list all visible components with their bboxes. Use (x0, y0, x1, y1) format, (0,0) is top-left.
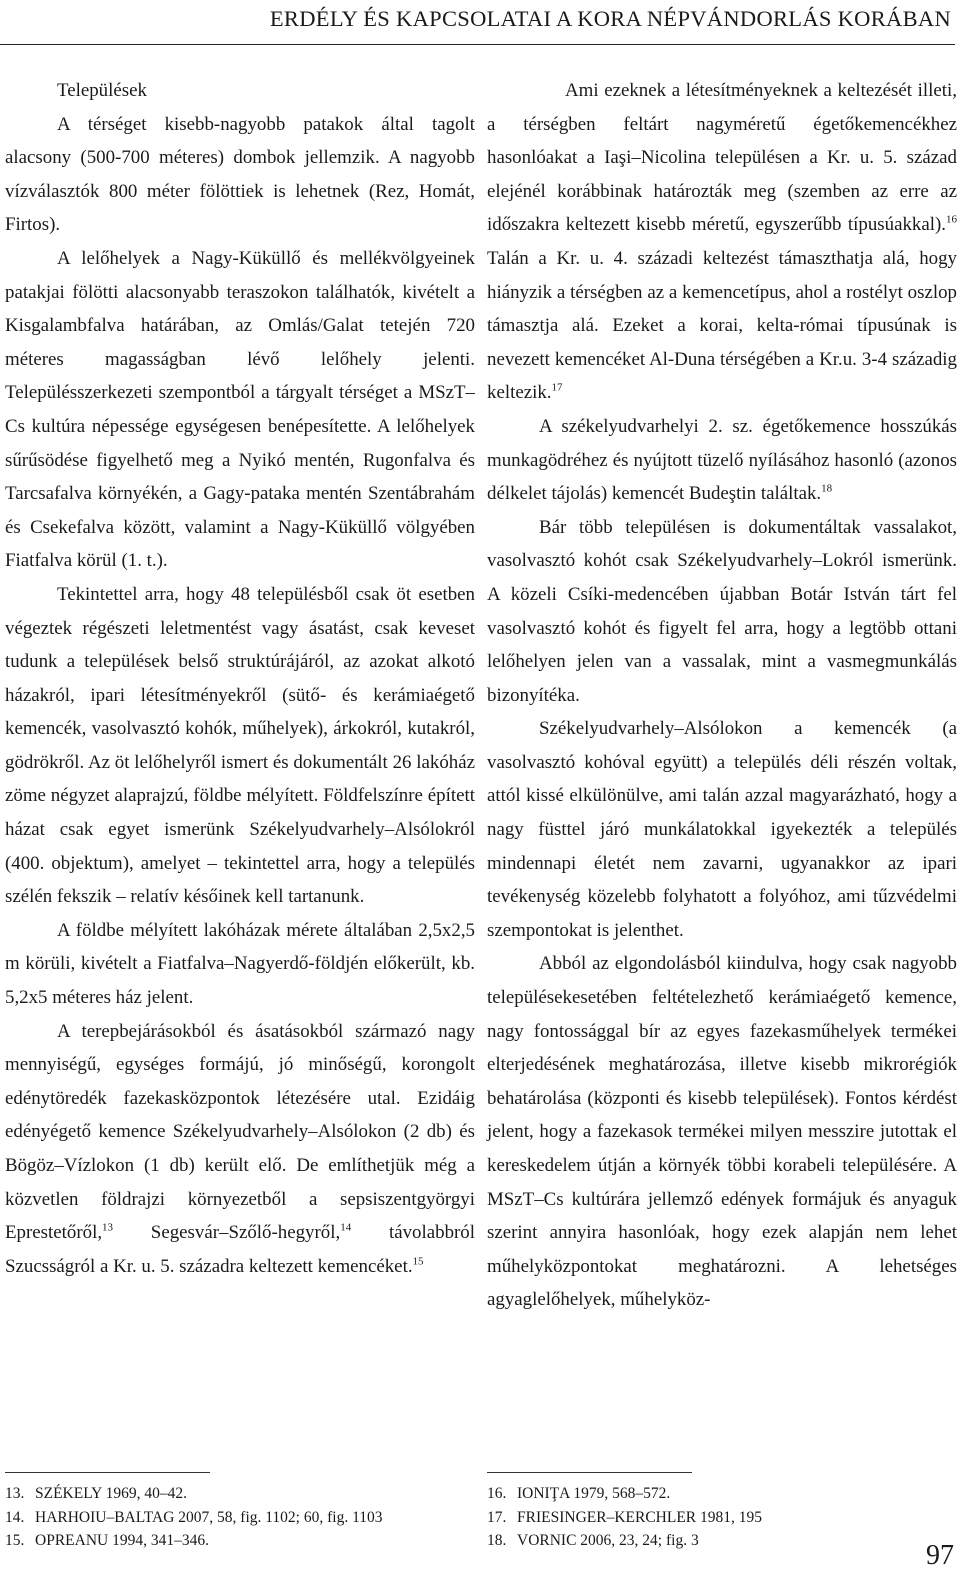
footnote-number: 17. (487, 1508, 507, 1526)
footnote (487, 1529, 762, 1553)
footnote-ref[interactable]: 15 (412, 1255, 424, 1268)
footnote (5, 1506, 383, 1530)
footnote (487, 1506, 762, 1530)
paragraph-text: Talán a Kr. u. 4. századi keltezést támaszthatja alá, hogy hiányzik a térségben az a kemencetípus, ahol a rostélyt oszlop támasztja alá. Ezeket a korai, kelta-római típusúnak is nevezett kemencéket Al-Duna térségében a Kr.u. 3-4 századig keltezik. (487, 247, 957, 404)
footnote-text: IONIŢA 1979, 568–572. (517, 1485, 671, 1502)
footnote-number: 16. (487, 1485, 507, 1502)
footnote-ref[interactable]: 13 (102, 1221, 114, 1234)
footnote-divider (487, 1472, 692, 1473)
footnote-text: FRIESINGER–KERCHLER 1981, 195 (517, 1508, 762, 1526)
paragraph: Abból az elgondolásból kiindulva, hogy csak nagyobb településekesetében feltételezhető kerámiaégető kemence, nagy fontossággal bír az egyes fazekasműhelyek termékei elterjedésének meghatározása, illetve kisebb mikrorégiók behatárolása (központi és kisebb települések). Fontos kérdést jelent, hogy a fazekasok termékei milyen messzire jutottak el kereskedelem útján a környék többi korabeli településére. A MSzT–Cs kultúrára jellemző edények formájuk és anyaguk szerint annyira hasonlóak, hogy ezek alapján nem lehet műhelyközpontokat meghatározni. A lehetséges agyaglelőhelyek, műhelyköz- (487, 953, 957, 1311)
paragraph (487, 74, 957, 410)
right-column (487, 74, 957, 1317)
footnote-number: 15. (5, 1532, 25, 1549)
footnote (487, 1482, 762, 1506)
footnote-text: SZÉKELY 1969, 40–42. (35, 1485, 188, 1502)
paragraph-text: távolabbról Szucsságról a Kr. u. 5. századra keltezett kemencéket. (5, 1222, 475, 1277)
paragraph-text: A terepbejárásokból és ásatásokból származó nagy mennyiségű, egységes formájú, jó minőségű, korongolt edénytöredék fazekasközpontok létezésére utal. Ezidáig edényégető kemence Székelyudvarhely–Alsólokon (2 db) és Bögöz–Vízlokon (1 db) került elő. De említhetjük még a közvetlen földrajzi környezetből a sepsiszentgyörgyi Eprestetőről, (5, 1020, 475, 1244)
paragraph: Tekintettel arra, hogy 48 településből csak öt esetben végeztek régészeti leletmentést vagy ásatást, csak keveset tudunk a települések belső struktúrájáról, az azokat alkotó házakról, ipari létesítményekről (sütő- és kerámiaégető kemencék, vasolvasztó kohók, műhelyek), árkokról, kutakról, gödrökről. Az öt lelőhelyről ismert és dokumentált 26 lakóház zöme négyzet alaprajzú, földbe mélyített. Földfelszínre épített házat csak egyet ismerünk Székelyudvarhely–Alsólokról (400. objektum), amelyet – tekintettel arra, hogy a település szélén fekszik – relatív későinek kell tartanunk. (5, 583, 475, 908)
running-header-title: ERDÉLY ÉS KAPCSOLATAI A KORA NÉPVÁNDORLÁS KORÁBAN (269, 6, 951, 31)
footnotes-left (5, 1482, 383, 1553)
running-header (0, 2, 955, 45)
paragraph (5, 1015, 475, 1284)
footnote (5, 1529, 383, 1553)
left-column (5, 74, 475, 1283)
footnotes-right (487, 1482, 762, 1553)
paragraph-text: Ami ezeknek a létesítményeknek a keltezését illeti, a térségben feltárt nagyméretű égetőkemencékhez hasonlóakat a Iaşi–Nicolina településen a Kr. u. 5. század elejénél korábbinak határozták meg (szemben az erre az időszakra keltezett kisebb méretű, egyszerűbb típusúakkal). (487, 80, 957, 236)
footnote-number: 14. (5, 1508, 25, 1526)
paragraph-text: A székelyudvarhelyi 2. sz. égetőkemence hosszúkás munkagödréhez és nyújtott tüzelő nyílásához hasonló (azonos délkelet tájolás) kemencét Budeştin találtak. (487, 415, 957, 505)
footnote-divider (5, 1472, 210, 1473)
footnote (5, 1482, 383, 1506)
paragraph: A földbe mélyített lakóházak mérete általában 2,5x2,5 m körüli, kivételt a Fiatfalva–Nagyerdő-földjén előkerült, kb. 5,2x5 méteres ház jelent. (5, 919, 475, 1009)
paragraph: Bár több településen is dokumentáltak vassalakot, vasolvasztó kohót csak Székelyudvarhely–Lokról ismerünk. A közeli Csíki-medencében újabban Botár István tárt fel vasolvasztó kohót és figyelt fel arra, hogy a legtöbb ottani lelőhelyen jelen van a vassalak, mint a vasmegmunkálás bizonyítéka. (487, 516, 957, 706)
section-heading: Települések (57, 80, 147, 101)
paragraph: A lelőhelyek a Nagy-Küküllő és mellékvölgyeinek patakjai fölötti alacsonyabb teraszokon találhatók, kivételt a Kisgalambfalva határában, az Omlás/Galat tetején 720 méteres magasságban lévő lelőhely jelenti. Településszerkezeti szempontból a tárgyalt térséget a MSzT–Cs kultúra népessége egységesen benépesítette. A lelőhelyek sűrűsödése figyelhető meg a Nyikó mentén, Rugonfalva és Tarcsafalva környékén, a Gagy-pataka mentén Szentábrahám és Csekefalva között, valamint a Nagy-Küküllő völgyében Fiatfalva körül (1. t.). (5, 247, 475, 572)
footnote-text: OPREANU 1994, 341–346. (35, 1532, 209, 1549)
paragraph (487, 410, 957, 511)
footnote-text: VORNIC 2006, 23, 24; fig. 3 (517, 1532, 699, 1549)
page-number: 97 (926, 1540, 954, 1571)
paragraph: A térséget kisebb-nagyobb patakok által tagolt alacsony (500-700 méteres) dombok jellemzik. A nagyobb vízválasztók 800 méter fölöttiek is lehetnek (Rez, Homát, Firtos). (5, 113, 475, 236)
footnote-text: HARHOIU–BALTAG 2007, 58, fig. 1102; 60, fig. 1103 (35, 1508, 383, 1526)
footnote-number: 13. (5, 1485, 25, 1502)
footnote-ref[interactable]: 17 (551, 382, 563, 395)
paragraph: Székelyudvarhely–Alsólokon a kemencék (a vasolvasztó kohóval együtt) a település déli részén voltak, attól kissé elkülönülve, ami talán azzal magyarázható, hogy a nagy füsttel járó munkálatokkal igyekezték a település mindennapi életét nem zavarni, ugyanakkor az ipari tevékenység közelebb folyhatott a folyóhoz, ami tűzvédelmi szempontokat is jelenthet. (487, 718, 957, 941)
footnote-number: 18. (487, 1532, 507, 1549)
footnote-ref[interactable]: 16 (946, 214, 957, 227)
footnote-ref[interactable]: 18 (821, 482, 833, 495)
paragraph-text: Segesvár–Szőlő-hegyről, (113, 1222, 341, 1244)
footnote-ref[interactable]: 14 (340, 1221, 352, 1234)
